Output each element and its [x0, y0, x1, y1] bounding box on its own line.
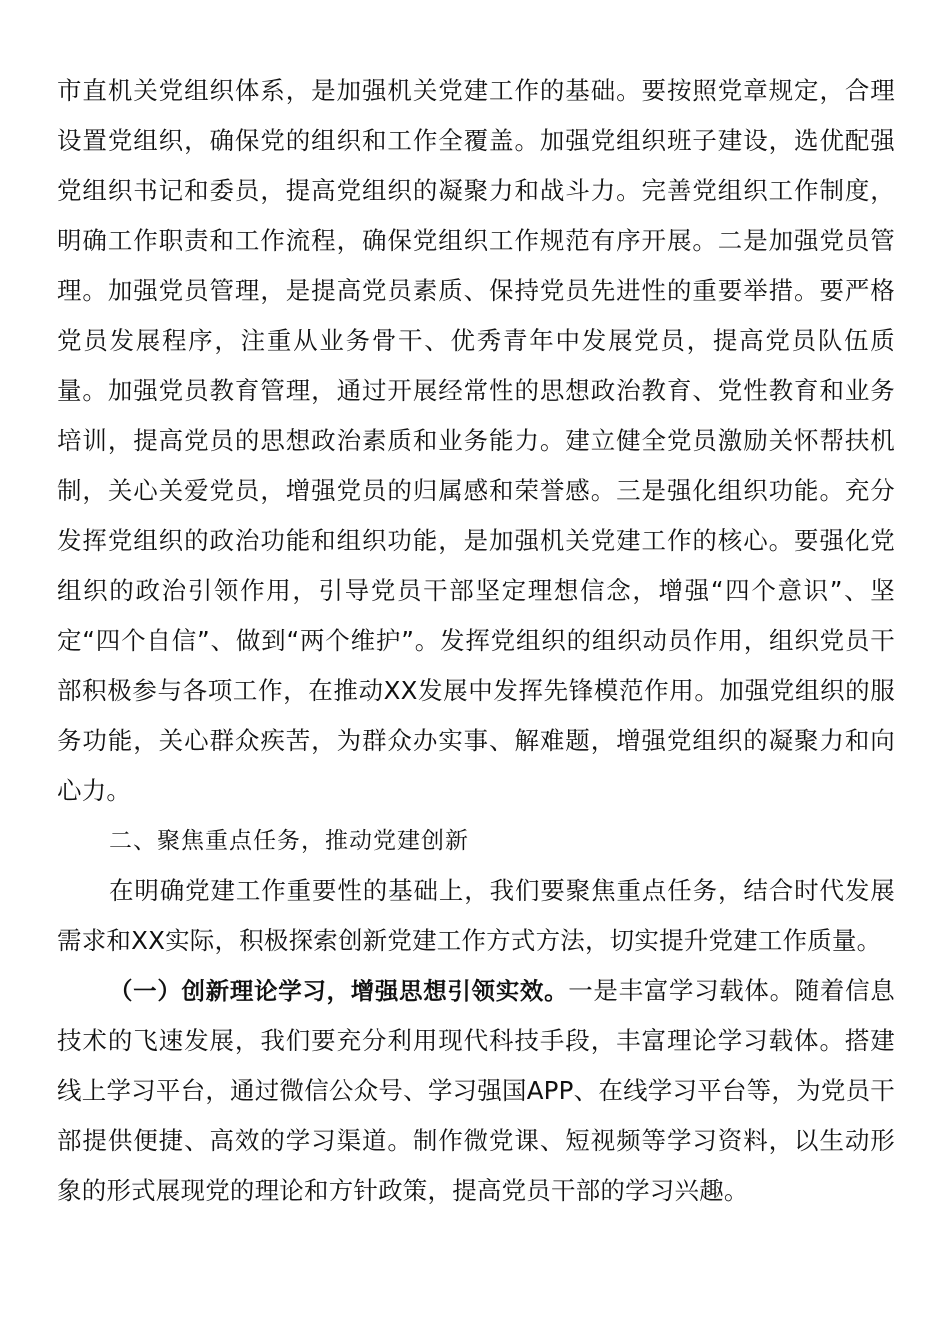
subsection-body: 一是丰富学习载体。随着信息技术的飞速发展，我们要充分利用现代科技手段，丰富理论学习载体。搭建线上学习平台，通过微信公众号、学习强国APP、在线学习平台等，为党员干部提供便捷、高效的学习渠道。制作微党课、短视频等学习资料，以生动形象的形式展现党的理论和方针政策，提高党员干部的学习兴趣。: [57, 976, 895, 1205]
body-paragraph-continued: 市直机关党组织体系，是加强机关党建工作的基础。要按照党章规定，合理设置党组织，确保党的组织和工作全覆盖。加强党组织班子建设，选优配强党组织书记和委员，提高党组织的凝聚力和战斗力。完善党组织工作制度，明确工作职责和工作流程，确保党组织工作规范有序开展。二是加强党员管理。加强党员管理，是提高党员素质、保持党员先进性的重要举措。要严格党员发展程序，注重从业务骨干、优秀青年中发展党员，提高党员队伍质量。加强党员教育管理，通过开展经常性的思想政治教育、党性教育和业务培训，提高党员的思想政治素质和业务能力。建立健全党员激励关怀帮扶机制，关心关爱党员，增强党员的归属感和荣誉感。三是强化组织功能。充分发挥党组织的政治功能和组织功能，是加强机关党建工作的核心。要强化党组织的政治引领作用，引导党员干部坚定理想信念，增强“四个意识”、坚定“四个自信”、做到“两个维护”。发挥党组织的组织动员作用，组织党员干部积极参与各项工作，在推动XX发展中发挥先锋模范作用。加强党组织的服务功能，关心群众疾苦，为群众办实事、解难题，增强党组织的凝聚力和向心力。: [57, 76, 895, 805]
document-page: [57, 66, 895, 1216]
body-paragraph: 在明确党建工作重要性的基础上，我们要聚焦重点任务，结合时代发展需求和XX实际，积极探索创新党建工作方式方法，切实提升党建工作质量。: [57, 876, 895, 955]
subsection-paragraph: [57, 966, 895, 1216]
subsection-heading: （一）创新理论学习，增强思想引领实效。: [109, 977, 569, 1005]
section-heading: 二、聚焦重点任务，推动党建创新: [109, 828, 469, 854]
